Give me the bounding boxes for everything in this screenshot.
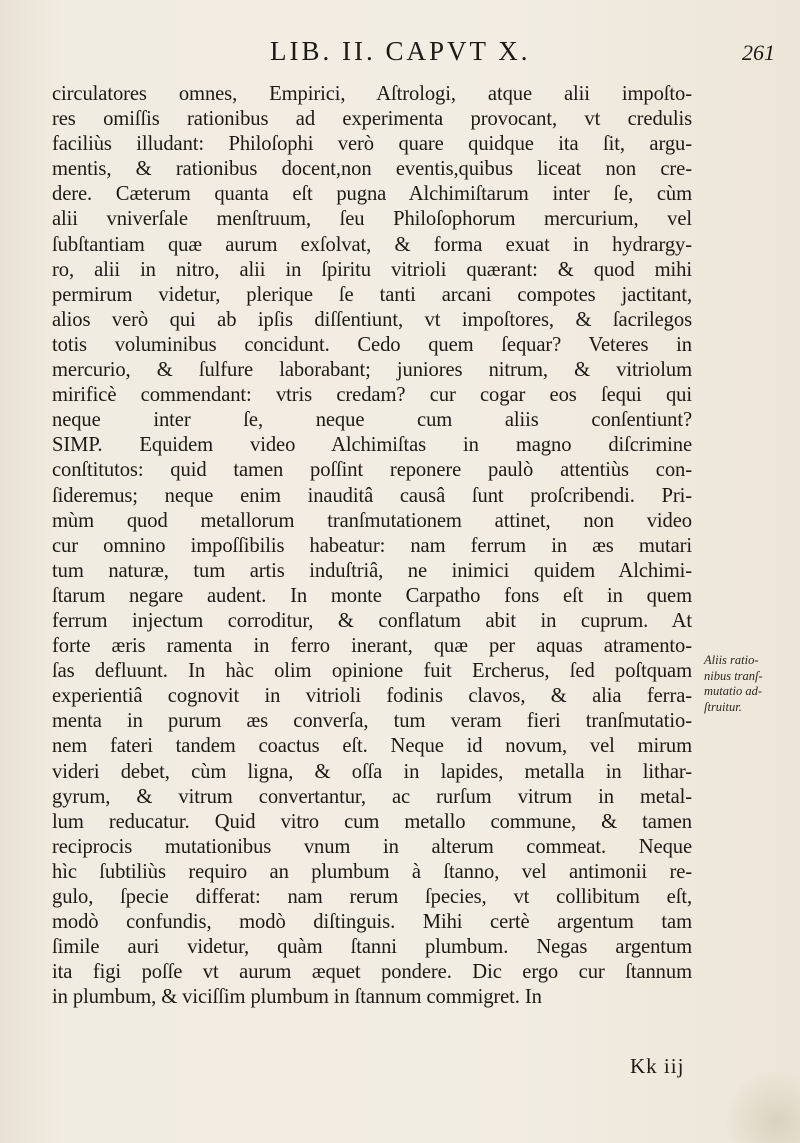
text-line: cur omnino impoſſibilis habeatur: nam ferrum in æs mutari — [52, 534, 692, 557]
text-line: neque inter ſe, neque cum aliis conſentiunt? — [52, 409, 692, 432]
text-line: alii vniverſale menſtruum, ſeu Philoſophorum mercurium, vel — [52, 208, 692, 231]
text-line: alios verò qui ab ipſis diſſentiunt, vt impoſtores, & ſacrilegos — [52, 308, 692, 331]
text-line: conſtitutos: quid tamen poſſint reponere paulò attentiùs con- — [52, 459, 692, 482]
text-line: videri debet, cùm ligna, & oſſa in lapides, metalla in lithar- — [52, 760, 692, 783]
marginal-note — [704, 653, 794, 715]
text-line: ſas defluunt. In hàc olim opinione fuit Ercherus, ſed poſtquam — [52, 660, 692, 683]
paper-stain — [720, 1073, 800, 1143]
text-line: mirificè commendant: vtris credam? cur cogar eos ſequi qui — [52, 384, 692, 407]
text-line: ſtarum negare audent. In monte Carpatho fons eſt in quem — [52, 584, 692, 607]
margin-note-line: nibus tranſ- — [704, 668, 763, 683]
text-line: hìc ſubtiliùs requiro an plumbum à ſtanno, vel antimonii re- — [52, 860, 692, 883]
text-line: in plumbum, & viciſſim plumbum in ſtannum commigret. In — [52, 986, 542, 1009]
text-line: experientiâ cognovit in vitrioli fodinis clavos, & alia ferra- — [52, 685, 692, 708]
text-line: SIMP. Equidem video Alchimiſtas in magno diſcrimine — [52, 434, 692, 457]
running-head — [0, 36, 800, 72]
text-line: permirum videtur, plerique ſe tanti arcani compotes jactitant, — [52, 283, 692, 306]
text-line: tum naturæ, tum artis induſtriâ, ne inimici quidem Alchimi- — [52, 559, 692, 582]
text-line: res omiſſis rationibus ad experimenta provocant, vt credulis — [52, 108, 692, 131]
text-line: gulo, ſpecie differat: nam rerum ſpecies, vt collibitum eſt, — [52, 886, 692, 908]
text-line: faciliùs illudant: Philoſophi verò quare quidque ita ſit, argu- — [52, 133, 692, 156]
text-line: nem fateri tandem coactus eſt. Neque id novum, vel mirum — [52, 735, 692, 758]
margin-note-line: Aliis ratio- — [704, 653, 759, 667]
text-line: forte æris ramenta in ferro inerant, quæ per aquas atramento- — [52, 635, 692, 658]
signature-mark: Kk iij — [630, 1054, 685, 1078]
text-line: gyrum, & vitrum convertantur, ac rurſum vitrum in metal- — [52, 785, 692, 808]
chapter-heading: LIB. II. CAPVT X. — [270, 36, 531, 66]
text-line: menta in purum æs converſa, tum veram fieri tranſmutatio- — [52, 710, 692, 733]
text-line: mentis, & rationibus docent,non eventis,quibus liceat non cre- — [52, 158, 692, 181]
text-line: mùm quod metallorum tranſmutationem attinet, non video — [52, 509, 692, 532]
text-line: lum reducatur. Quid vitro cum metallo commune, & tamen — [52, 810, 692, 833]
text-line: ita figi poſſe vt aurum æquet pondere. Dic ergo cur ſtannum — [52, 961, 692, 984]
text-line: reciprocis mutationibus vnum in alterum commeat. Neque — [52, 835, 692, 858]
text-line: circulatores omnes, Empirici, Aſtrologi, atque alii impoſto- — [52, 83, 692, 105]
text-line: ſubſtantiam quæ aurum exſolvat, & forma exuat in hydrargy- — [52, 233, 692, 256]
text-line: ro, alii in nitro, alii in ſpiritu vitrioli quærant: & quod mihi — [52, 258, 692, 281]
text-line: dere. Cæterum quanta eſt pugna Alchimiſtarum inter ſe, cùm — [52, 183, 692, 206]
text-line: modò confundis, modò diſtinguis. Mihi certè argentum tam — [52, 911, 692, 934]
text-line: ferrum injectum corroditur, & conflatum abit in cuprum. At — [52, 609, 692, 632]
margin-note-line: mutatio ad- — [704, 684, 762, 698]
body-text — [52, 82, 692, 1010]
text-line: mercurio, & ſulfure laborabant; juniores nitrum, & vitriolum — [52, 359, 692, 382]
page-number: 261 — [742, 40, 775, 65]
text-line: ſimile auri videtur, quàm ſtanni plumbum. Negas argentum — [52, 936, 692, 959]
text-line: ſideremus; neque enim inauditâ causâ ſunt proſcribendi. Pri- — [52, 484, 692, 507]
margin-note-line: ſtruitur. — [704, 699, 742, 714]
text-line: totis voluminibus concidunt. Cedo quem ſequar? Veteres in — [52, 333, 692, 356]
